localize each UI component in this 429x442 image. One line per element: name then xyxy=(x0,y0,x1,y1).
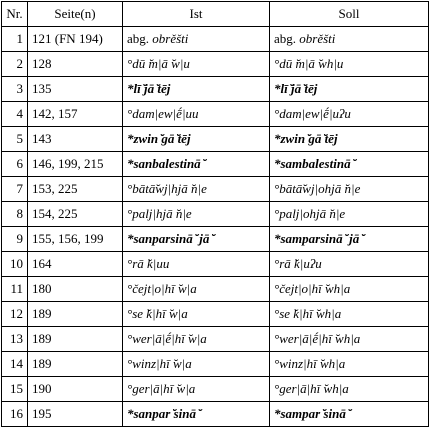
table-row xyxy=(2,52,429,77)
ist-form: °bātā̆wj|hjā ̆n|e xyxy=(127,180,207,196)
soll-form: °dam|ew|ḗ|uʔu xyxy=(274,105,351,121)
soll-form: °se ̆k|hī ̆wh|a xyxy=(274,305,342,321)
soll-form: °wer|ā|ḗ|hī ̆wh|a xyxy=(274,330,361,346)
soll-form: °winz|hī ̆wh|a xyxy=(274,355,346,371)
row-number: 10 xyxy=(2,252,28,277)
ist-cell xyxy=(123,127,270,152)
soll-form: °čejt|o|hī ̆wh|a xyxy=(274,280,351,296)
ist-cell xyxy=(123,77,270,102)
table-row xyxy=(2,377,429,402)
ist-cell xyxy=(123,252,270,277)
page-reference: 195 xyxy=(28,402,123,427)
table-row xyxy=(2,177,429,202)
table-row xyxy=(2,102,429,127)
soll-cell xyxy=(270,177,429,202)
table-row xyxy=(2,202,429,227)
table-header-row xyxy=(2,2,429,27)
table-row xyxy=(2,152,429,177)
ist-cell xyxy=(123,302,270,327)
ist-form: *sanparsinā ̆ jā ̆ xyxy=(127,230,213,246)
row-number: 12 xyxy=(2,302,28,327)
soll-form: °dū ̆m|ā ̆wh|u xyxy=(274,55,344,71)
table-row xyxy=(2,327,429,352)
soll-form: °palj|ohjā ̆n|e xyxy=(274,205,346,221)
page-reference: 164 xyxy=(28,252,123,277)
row-number: 3 xyxy=(2,77,28,102)
ist-cell xyxy=(123,352,270,377)
page-reference: 155, 156, 199 xyxy=(28,227,123,252)
ist-form: °rā ̆k|uu xyxy=(127,255,170,271)
table-row xyxy=(2,127,429,152)
ist-form: obrěšti xyxy=(152,30,189,46)
header-ist: Ist xyxy=(123,2,270,27)
ist-form: °dam|ew|ḗ|uu xyxy=(127,105,199,121)
soll-cell xyxy=(270,227,429,252)
table-row xyxy=(2,352,429,377)
ist-form: *zwin ̆gā ̆tēj xyxy=(127,130,191,146)
ist-form: °se ̆k|hī ̆w|a xyxy=(127,305,188,321)
soll-form: °ger|ā|hī ̆wh|a xyxy=(274,380,349,396)
row-number: 1 xyxy=(2,27,28,52)
header-soll: Soll xyxy=(270,2,429,27)
ist-prefix: abg. xyxy=(127,30,153,46)
soll-cell xyxy=(270,302,429,327)
soll-form: obrěšti xyxy=(299,30,336,46)
soll-form: *samparsinā ̆ jā ̆ xyxy=(274,230,363,246)
page-reference: 146, 199, 215 xyxy=(28,152,123,177)
soll-cell xyxy=(270,52,429,77)
page-reference: 154, 225 xyxy=(28,202,123,227)
page-reference: 189 xyxy=(28,352,123,377)
soll-cell xyxy=(270,102,429,127)
page-reference: 153, 225 xyxy=(28,177,123,202)
page-reference: 190 xyxy=(28,377,123,402)
ist-cell xyxy=(123,327,270,352)
soll-cell xyxy=(270,127,429,152)
ist-cell xyxy=(123,202,270,227)
ist-form: *sanbalestinā ̆ xyxy=(127,155,204,171)
table-row xyxy=(2,77,429,102)
row-number: 2 xyxy=(2,52,28,77)
row-number: 15 xyxy=(2,377,28,402)
row-number: 8 xyxy=(2,202,28,227)
soll-form: °bātā̆wj|ohjā ̆n|e xyxy=(274,180,361,196)
soll-cell xyxy=(270,252,429,277)
ist-form: °wer|ā|ḗ|hī ̆w|a xyxy=(127,330,207,346)
ist-form: °ger|ā|hī ̆w|a xyxy=(127,380,196,396)
ist-cell xyxy=(123,227,270,252)
soll-prefix: abg. xyxy=(274,30,300,46)
soll-form: °rā ̆k|uʔu xyxy=(274,255,322,271)
soll-cell xyxy=(270,377,429,402)
page-reference: 121 (FN 194) xyxy=(28,27,123,52)
ist-cell xyxy=(123,402,270,427)
soll-cell xyxy=(270,402,429,427)
soll-form: *lī ̆jā ̆tēj xyxy=(274,80,318,96)
row-number: 7 xyxy=(2,177,28,202)
table-row xyxy=(2,27,429,52)
table-row xyxy=(2,277,429,302)
ist-cell xyxy=(123,377,270,402)
row-number: 16 xyxy=(2,402,28,427)
soll-form: *sampar ̆sinā ̆ xyxy=(274,405,350,421)
ist-cell xyxy=(123,27,270,52)
table-row xyxy=(2,302,429,327)
table-row xyxy=(2,402,429,427)
ist-form: °winz|hī ̆w|a xyxy=(127,355,192,371)
ist-form: *sanpar ̆sinā ̆ xyxy=(127,405,200,421)
ist-form: °dū ̆m|ā ̆w|u xyxy=(127,55,190,71)
page-reference: 180 xyxy=(28,277,123,302)
errata-table xyxy=(1,1,429,427)
ist-form: *lī ̆jā ̆tēj xyxy=(127,80,171,96)
page-reference: 143 xyxy=(28,127,123,152)
soll-cell xyxy=(270,277,429,302)
page-reference: 135 xyxy=(28,77,123,102)
header-seite: Seite(n) xyxy=(28,2,123,27)
soll-cell xyxy=(270,327,429,352)
ist-cell xyxy=(123,102,270,127)
row-number: 13 xyxy=(2,327,28,352)
soll-cell xyxy=(270,352,429,377)
ist-cell xyxy=(123,177,270,202)
row-number: 5 xyxy=(2,127,28,152)
page-reference: 189 xyxy=(28,302,123,327)
soll-form: *sambalestinā ̆ xyxy=(274,155,354,171)
table-row xyxy=(2,227,429,252)
ist-cell xyxy=(123,277,270,302)
row-number: 9 xyxy=(2,227,28,252)
page-reference: 128 xyxy=(28,52,123,77)
row-number: 11 xyxy=(2,277,28,302)
soll-cell xyxy=(270,77,429,102)
ist-form: °palj|hjā ̆n|e xyxy=(127,205,192,221)
soll-form: *zwin ̆gā ̆tēj xyxy=(274,130,338,146)
row-number: 6 xyxy=(2,152,28,177)
header-nr: Nr. xyxy=(2,2,28,27)
ist-form: °čejt|o|hī ̆w|a xyxy=(127,280,197,296)
table-row xyxy=(2,252,429,277)
ist-cell xyxy=(123,52,270,77)
page-reference: 142, 157 xyxy=(28,102,123,127)
soll-cell xyxy=(270,27,429,52)
soll-cell xyxy=(270,202,429,227)
soll-cell xyxy=(270,152,429,177)
row-number: 14 xyxy=(2,352,28,377)
page-reference: 189 xyxy=(28,327,123,352)
ist-cell xyxy=(123,152,270,177)
row-number: 4 xyxy=(2,102,28,127)
